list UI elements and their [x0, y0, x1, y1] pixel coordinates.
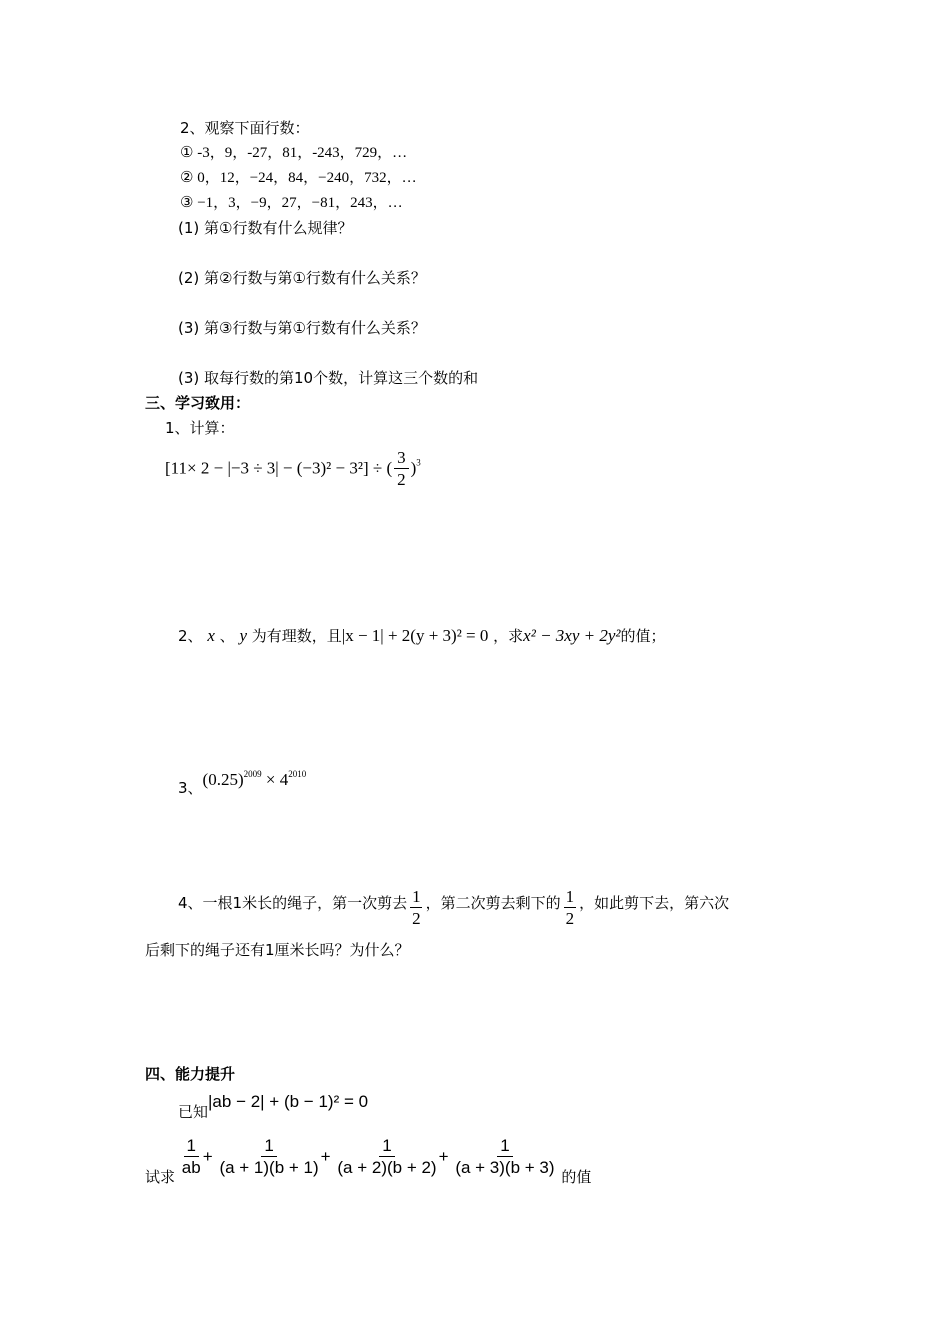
target-expression: x² − 3xy + 2y² [523, 626, 621, 645]
sub-question-2: (2) 第②行数与第①行数有什么关系？ [178, 269, 426, 287]
problem-3: 3、$(0.25)^{2009} \times 4^{2010}$ [178, 769, 307, 797]
problem-4-line-1: 4、一根1米长的绳子，第一次剪去 $\frac{1}{2}$ ，第二次剪去剩下的 $\frac{1}{2}$ ，如此剪下去，第六次 [178, 887, 730, 928]
sequence-row-3: ③ −1，3，−9，27，−81，243，… [180, 195, 403, 211]
fraction-half: $\frac{1}{2}$ [412, 887, 421, 928]
sub-question-1: (1) 第①行数有什么规律？ [178, 219, 353, 237]
fraction-term: $\frac{1}{ab}$ [181, 1136, 201, 1177]
sub-question-3: (3) 第③行数与第①行数有什么关系？ [178, 319, 426, 337]
section-4-heading: 四、能力提升 [145, 1065, 236, 1083]
fraction-half: $\frac{1}{2}$ [565, 887, 575, 928]
problem-1-expression: [11× 2 − |−3 ÷ 3| − (−3)² − 3²] ÷ ( $\frac{3}{2}$ )$^3$ [165, 448, 421, 489]
section-3-heading: 三、学习致用： [145, 394, 251, 412]
fraction-term: $\frac{1}{(a + 3)(b + 3)}$ [455, 1136, 555, 1177]
problem-4-line-2: 后剩下的绳子还有1厘米长吗？为什么？ [145, 941, 410, 959]
sub-question-4: (3) 取每行数的第10个数，计算这三个数的和 [178, 369, 479, 387]
sequence-row-1: ① -3，9，-27，81，-243，729，… [180, 145, 408, 161]
problem-1-label: 1、计算： [165, 419, 235, 437]
sequence-row-2: ② 0，12，−24，84，−240，732，… [180, 170, 417, 186]
expr-text: [11× 2 − |−3 ÷ 3| − (−3)² − 3²] ÷ [165, 458, 387, 478]
given-condition: 已知|ab − 2| + (b − 1)² = 0 [178, 1092, 369, 1121]
problem-2: 2、 x 、 y 为有理数，且|x − 1| + 2(y + 3)² = 0 ，求x² − 3xy + 2y²的值； [178, 626, 666, 645]
fraction-term: $\frac{1}{(a + 1)(b + 1)}$ [219, 1136, 319, 1177]
ask-expression: 试求 $\frac{1}{ab}$ + $\frac{1}{(a + 1)(b + 1)}$ + $\frac{1}{(a + 2)(b + 2)}$ + $\frac{1}{(a + 3)(b + 3)}$ 的值 [145, 1136, 592, 1186]
condition-expression: |x − 1| + 2(y + 3)² = 0 [341, 626, 489, 645]
fraction-term: $\frac{1}{(a + 2)(b + 2)}$ [337, 1136, 437, 1177]
q2-title: 2、观察下面行数： [180, 119, 310, 137]
fraction: $\frac{3}{2}$ [394, 448, 409, 491]
